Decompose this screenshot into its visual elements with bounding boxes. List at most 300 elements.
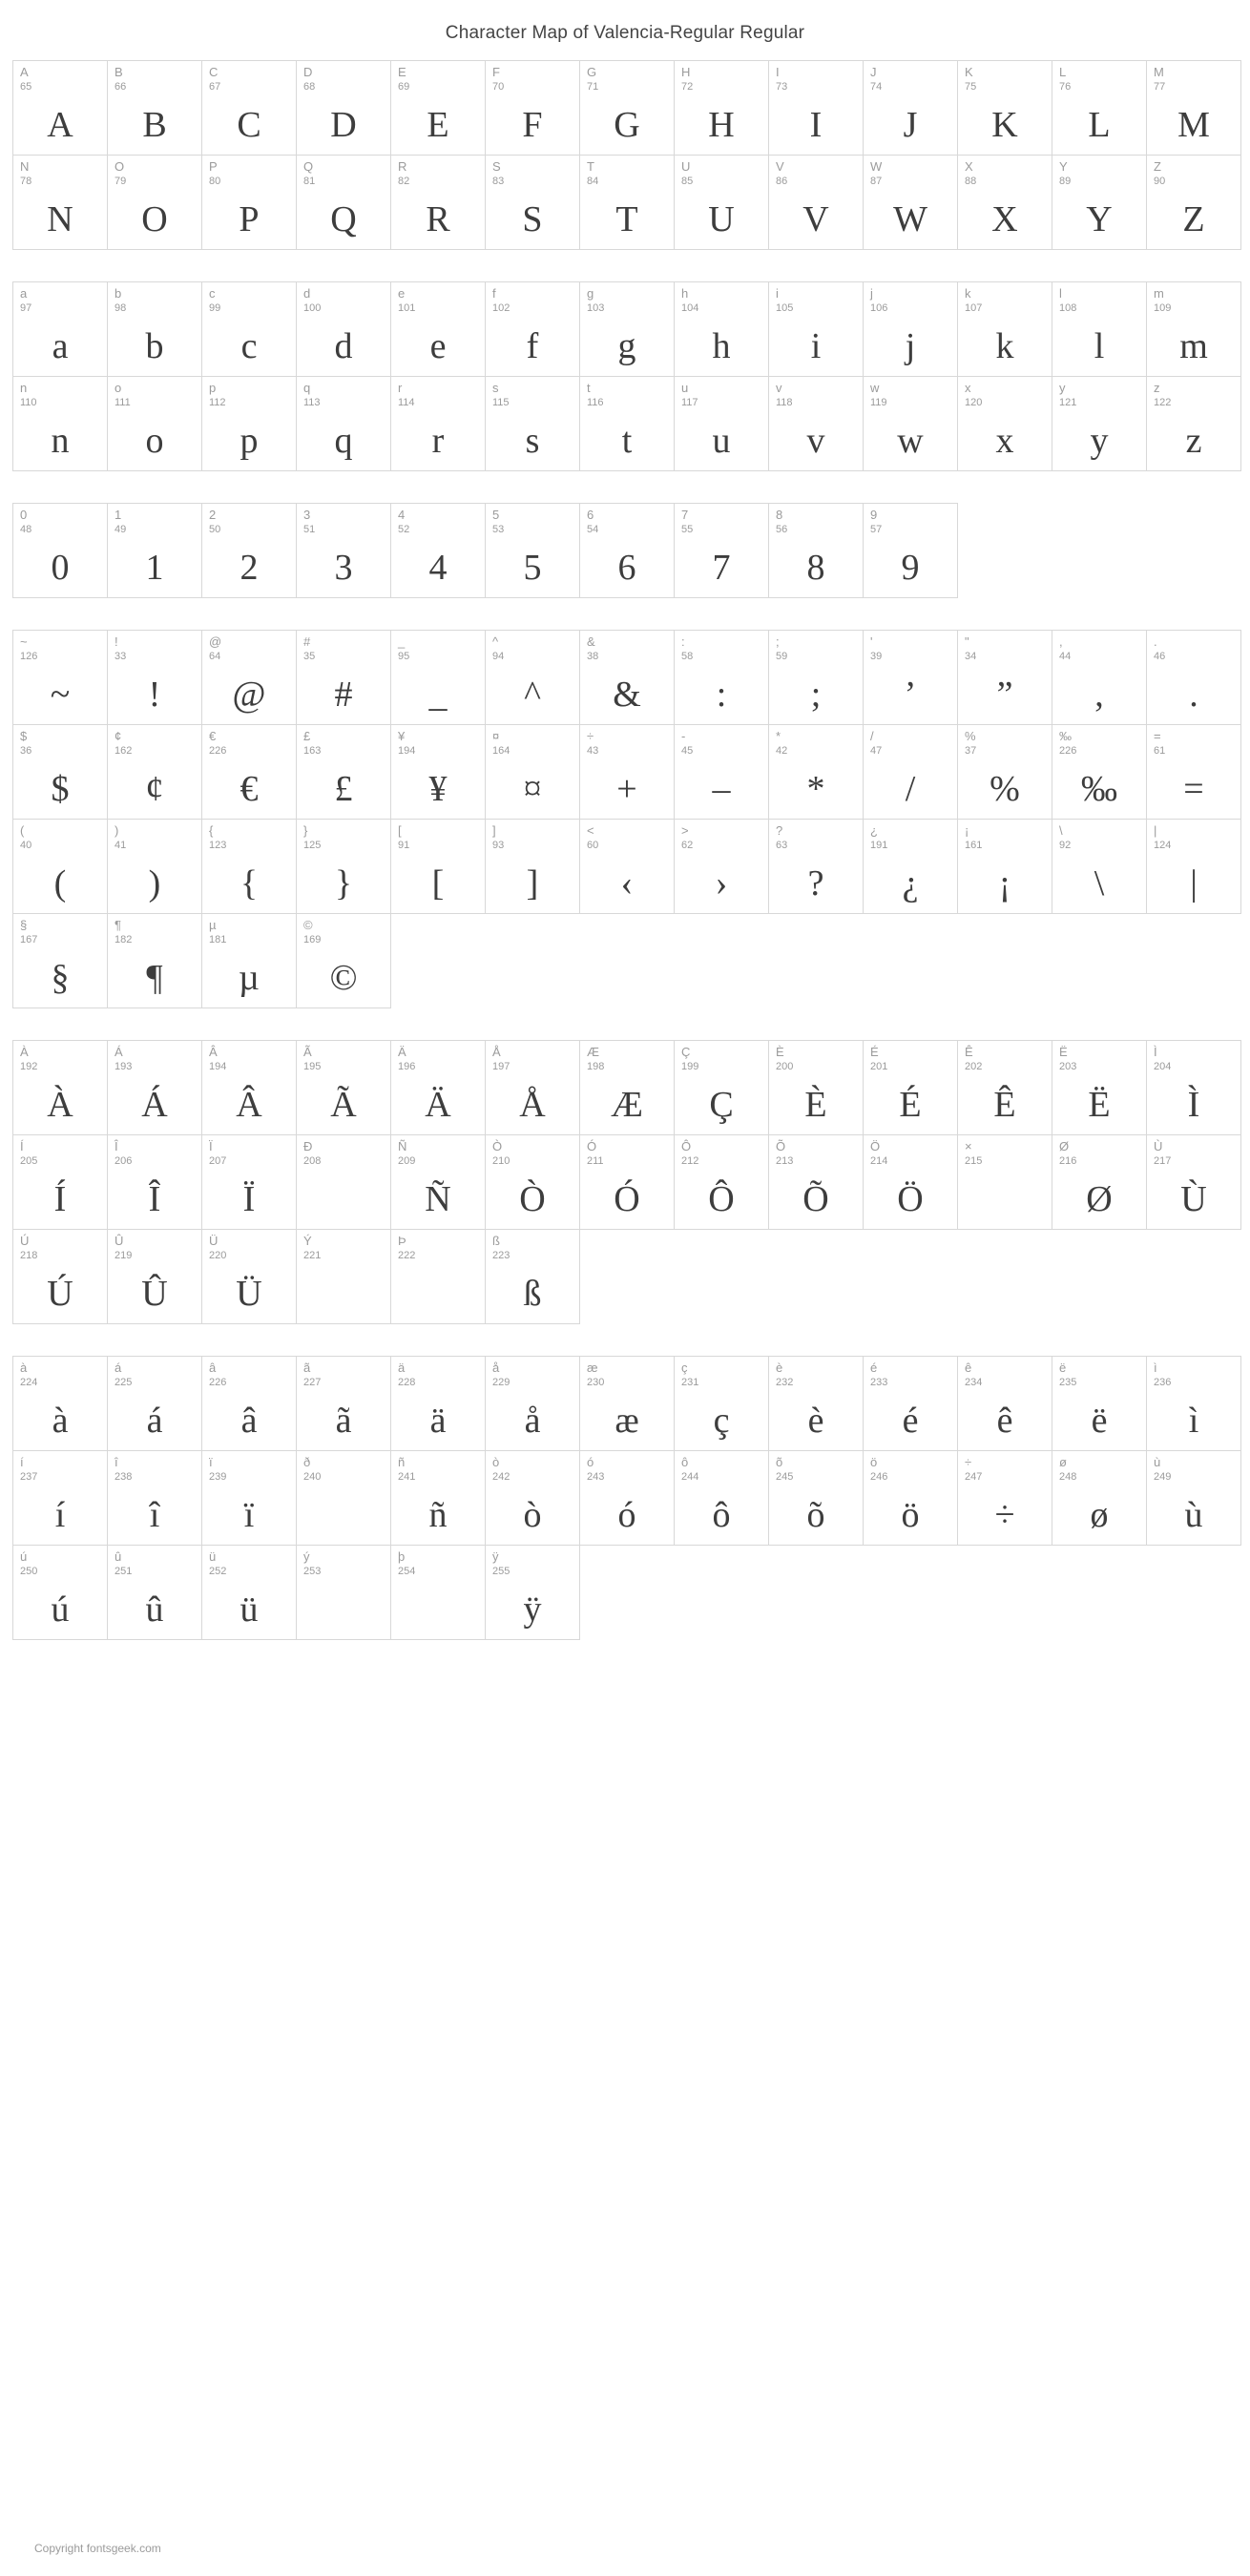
block-spacer xyxy=(0,598,1250,631)
char-label: { xyxy=(209,823,214,838)
char-cell[interactable] xyxy=(768,60,864,156)
char-cell[interactable] xyxy=(485,724,580,820)
char-code: 89 xyxy=(1059,176,1072,187)
char-label: é xyxy=(870,1361,878,1375)
char-cell[interactable] xyxy=(12,503,108,598)
char-glyph: Y xyxy=(1086,199,1113,239)
char-glyph: ” xyxy=(996,675,1013,715)
char-label: à xyxy=(20,1361,28,1375)
char-glyph: S xyxy=(522,199,543,239)
char-code: 103 xyxy=(587,302,605,314)
char-cell[interactable] xyxy=(957,155,1052,250)
char-label: ð xyxy=(303,1455,311,1469)
char-cell[interactable] xyxy=(296,1450,391,1546)
char-cell[interactable] xyxy=(201,1134,297,1230)
char-label: ¿ xyxy=(870,823,878,838)
char-code: 182 xyxy=(115,934,133,945)
char-code: 197 xyxy=(492,1061,510,1072)
char-cell[interactable] xyxy=(1052,819,1147,914)
char-cell[interactable] xyxy=(390,155,486,250)
char-cell[interactable] xyxy=(12,630,108,725)
char-cell[interactable] xyxy=(12,1450,108,1546)
char-code: 55 xyxy=(681,524,694,535)
char-code: 201 xyxy=(870,1061,888,1072)
char-label: Ï xyxy=(209,1139,213,1153)
char-cell[interactable] xyxy=(107,1134,202,1230)
char-cell[interactable] xyxy=(674,1450,769,1546)
char-cell[interactable] xyxy=(107,376,202,471)
char-cell[interactable] xyxy=(296,1134,391,1230)
char-cell[interactable] xyxy=(12,1356,108,1451)
char-cell[interactable] xyxy=(296,1545,391,1640)
char-cell[interactable] xyxy=(579,724,675,820)
char-code: 58 xyxy=(681,651,694,662)
char-cell[interactable] xyxy=(674,1356,769,1451)
char-cell[interactable] xyxy=(107,281,202,377)
char-cell[interactable] xyxy=(390,724,486,820)
char-cell[interactable] xyxy=(390,281,486,377)
char-label: U xyxy=(681,159,691,174)
char-cell[interactable] xyxy=(107,503,202,598)
char-code: 240 xyxy=(303,1471,322,1483)
char-cell[interactable] xyxy=(863,1134,958,1230)
char-cell[interactable] xyxy=(12,155,108,250)
char-row xyxy=(13,1041,1250,1135)
char-cell[interactable] xyxy=(1146,630,1241,725)
char-row xyxy=(13,504,1250,598)
char-cell[interactable] xyxy=(107,913,202,1008)
char-glyph: 2 xyxy=(240,548,259,588)
char-code: 205 xyxy=(20,1155,38,1167)
char-cell[interactable] xyxy=(390,1450,486,1546)
char-cell[interactable] xyxy=(863,155,958,250)
char-cell[interactable] xyxy=(12,376,108,471)
char-cell[interactable] xyxy=(1146,819,1241,914)
char-cell[interactable] xyxy=(863,376,958,471)
char-code: 110 xyxy=(20,397,37,408)
char-label: ã xyxy=(303,1361,311,1375)
char-row xyxy=(13,725,1250,820)
char-row xyxy=(13,914,1250,1008)
char-code: 88 xyxy=(965,176,977,187)
char-code: 161 xyxy=(965,840,983,851)
char-cell[interactable] xyxy=(579,376,675,471)
char-glyph: ê xyxy=(996,1401,1013,1441)
char-code: 209 xyxy=(398,1155,416,1167)
char-label: Õ xyxy=(776,1139,786,1153)
char-cell[interactable] xyxy=(957,1040,1052,1135)
char-cell[interactable] xyxy=(768,376,864,471)
char-label: u xyxy=(681,381,689,395)
char-glyph: E xyxy=(427,105,449,145)
char-code: 208 xyxy=(303,1155,322,1167)
char-cell[interactable] xyxy=(768,155,864,250)
char-label: % xyxy=(965,729,976,743)
char-glyph: £ xyxy=(334,769,353,809)
char-code: 33 xyxy=(115,651,127,662)
char-glyph: R xyxy=(426,199,450,239)
char-code: 219 xyxy=(115,1250,133,1261)
char-cell[interactable] xyxy=(390,1134,486,1230)
char-cell[interactable] xyxy=(296,819,391,914)
char-glyph: m xyxy=(1179,326,1208,366)
char-cell[interactable] xyxy=(1146,281,1241,377)
char-cell[interactable] xyxy=(201,724,297,820)
char-code: 226 xyxy=(209,745,227,757)
char-code: 52 xyxy=(398,524,410,535)
char-cell[interactable] xyxy=(296,913,391,1008)
char-cell[interactable] xyxy=(485,1450,580,1546)
char-cell[interactable] xyxy=(1052,281,1147,377)
char-cell[interactable] xyxy=(296,630,391,725)
char-cell[interactable] xyxy=(768,1356,864,1451)
char-code: 231 xyxy=(681,1377,699,1388)
char-code: 71 xyxy=(587,81,599,93)
char-cell[interactable] xyxy=(296,724,391,820)
char-cell[interactable] xyxy=(579,60,675,156)
char-cell[interactable] xyxy=(957,1450,1052,1546)
char-cell[interactable] xyxy=(485,1545,580,1640)
char-cell[interactable] xyxy=(1052,1040,1147,1135)
char-label: Í xyxy=(20,1139,24,1153)
char-cell[interactable] xyxy=(201,60,297,156)
char-label: _ xyxy=(398,634,406,649)
char-cell[interactable] xyxy=(107,1545,202,1640)
char-cell[interactable] xyxy=(296,376,391,471)
char-label: [ xyxy=(398,823,402,838)
char-glyph: õ xyxy=(806,1495,825,1535)
char-code: 193 xyxy=(115,1061,133,1072)
char-cell[interactable] xyxy=(201,819,297,914)
char-label: ¡ xyxy=(965,823,969,838)
char-code: 47 xyxy=(870,745,883,757)
char-code: 74 xyxy=(870,81,883,93)
char-label: Ú xyxy=(20,1234,30,1248)
char-code: 254 xyxy=(398,1566,416,1577)
char-cell[interactable] xyxy=(957,819,1052,914)
char-cell[interactable] xyxy=(296,1040,391,1135)
char-label: Å xyxy=(492,1045,501,1059)
char-cell[interactable] xyxy=(390,1545,486,1640)
char-code: 40 xyxy=(20,840,32,851)
char-glyph: { xyxy=(240,863,259,904)
char-glyph: / xyxy=(905,769,916,809)
char-label: ‰ xyxy=(1059,729,1072,743)
char-code: 222 xyxy=(398,1250,416,1261)
char-cell[interactable] xyxy=(957,630,1052,725)
char-cell[interactable] xyxy=(485,503,580,598)
char-cell[interactable] xyxy=(296,60,391,156)
char-code: 213 xyxy=(776,1155,794,1167)
char-label: > xyxy=(681,823,689,838)
char-cell[interactable] xyxy=(485,155,580,250)
char-cell[interactable] xyxy=(863,630,958,725)
char-cell[interactable] xyxy=(957,376,1052,471)
char-label: m xyxy=(1154,286,1164,301)
char-cell[interactable] xyxy=(1146,1040,1241,1135)
char-glyph: â xyxy=(240,1401,258,1441)
char-label: Ç xyxy=(681,1045,691,1059)
char-cell[interactable] xyxy=(485,1134,580,1230)
char-label: ö xyxy=(870,1455,878,1469)
char-cell[interactable] xyxy=(390,1229,486,1324)
char-code: 51 xyxy=(303,524,316,535)
char-cell[interactable] xyxy=(296,281,391,377)
char-cell[interactable] xyxy=(1052,630,1147,725)
char-cell[interactable] xyxy=(1146,724,1241,820)
char-cell[interactable] xyxy=(12,1134,108,1230)
char-code: 46 xyxy=(1154,651,1166,662)
char-cell[interactable] xyxy=(579,819,675,914)
char-cell[interactable] xyxy=(768,503,864,598)
char-glyph: % xyxy=(990,769,1020,809)
char-cell[interactable] xyxy=(863,724,958,820)
char-code: 85 xyxy=(681,176,694,187)
char-cell[interactable] xyxy=(957,281,1052,377)
char-cell[interactable] xyxy=(201,1356,297,1451)
char-glyph: Ú xyxy=(47,1274,73,1314)
char-cell[interactable] xyxy=(296,1229,391,1324)
char-label: p xyxy=(209,381,217,395)
char-cell[interactable] xyxy=(1146,1356,1241,1451)
char-cell[interactable] xyxy=(768,1134,864,1230)
char-cell[interactable] xyxy=(674,1040,769,1135)
char-cell[interactable] xyxy=(12,1545,108,1640)
char-cell[interactable] xyxy=(107,1356,202,1451)
char-label: Z xyxy=(1154,159,1161,174)
char-cell[interactable] xyxy=(296,155,391,250)
char-cell[interactable] xyxy=(1052,376,1147,471)
char-code: 124 xyxy=(1154,840,1172,851)
char-glyph: Á xyxy=(141,1085,168,1125)
char-cell[interactable] xyxy=(863,819,958,914)
char-code: 53 xyxy=(492,524,505,535)
char-cell[interactable] xyxy=(12,1040,108,1135)
char-cell[interactable] xyxy=(201,281,297,377)
char-label: Ê xyxy=(965,1045,973,1059)
char-cell[interactable] xyxy=(863,1356,958,1451)
char-code: 38 xyxy=(587,651,599,662)
char-glyph: \ xyxy=(1094,863,1105,904)
char-cell[interactable] xyxy=(674,503,769,598)
char-cell[interactable] xyxy=(1146,1134,1241,1230)
char-cell[interactable] xyxy=(863,1040,958,1135)
char-cell[interactable] xyxy=(107,1229,202,1324)
char-cell[interactable] xyxy=(201,1545,297,1640)
char-cell[interactable] xyxy=(485,819,580,914)
char-glyph: ^ xyxy=(524,675,541,715)
char-label: o xyxy=(115,381,122,395)
char-cell[interactable] xyxy=(674,281,769,377)
char-label: ü xyxy=(209,1549,217,1564)
char-code: 247 xyxy=(965,1471,983,1483)
char-cell[interactable] xyxy=(674,724,769,820)
char-cell[interactable] xyxy=(1052,724,1147,820)
char-cell[interactable] xyxy=(1146,376,1241,471)
char-label: ) xyxy=(115,823,119,838)
char-cell[interactable] xyxy=(201,376,297,471)
char-cell[interactable] xyxy=(390,819,486,914)
char-glyph: ¢ xyxy=(145,769,164,809)
char-cell[interactable] xyxy=(1052,155,1147,250)
char-label: Û xyxy=(115,1234,124,1248)
char-cell[interactable] xyxy=(107,1450,202,1546)
char-cell[interactable] xyxy=(107,155,202,250)
char-code: 84 xyxy=(587,176,599,187)
char-cell[interactable] xyxy=(485,60,580,156)
char-code: 83 xyxy=(492,176,505,187)
char-glyph xyxy=(391,1266,485,1321)
char-cell[interactable] xyxy=(957,724,1052,820)
char-cell[interactable] xyxy=(485,1356,580,1451)
char-cell[interactable] xyxy=(107,630,202,725)
char-glyph: è xyxy=(807,1401,824,1441)
char-cell[interactable] xyxy=(390,376,486,471)
char-code: 218 xyxy=(20,1250,38,1261)
char-code: 229 xyxy=(492,1377,510,1388)
char-cell[interactable] xyxy=(674,376,769,471)
char-code: 93 xyxy=(492,840,505,851)
char-cell[interactable] xyxy=(768,819,864,914)
char-cell[interactable] xyxy=(12,913,108,1008)
char-cell[interactable] xyxy=(863,60,958,156)
char-glyph: g xyxy=(617,326,636,366)
char-cell[interactable] xyxy=(390,1356,486,1451)
char-cell[interactable] xyxy=(768,1450,864,1546)
char-cell[interactable] xyxy=(201,1040,297,1135)
char-cell[interactable] xyxy=(390,60,486,156)
char-glyph: P xyxy=(239,199,260,239)
char-glyph: ¤ xyxy=(523,769,542,809)
char-glyph: ì xyxy=(1188,1401,1199,1441)
char-cell[interactable] xyxy=(1052,1450,1147,1546)
char-label: Â xyxy=(209,1045,218,1059)
char-cell[interactable] xyxy=(107,1040,202,1135)
char-cell[interactable] xyxy=(863,1450,958,1546)
char-cell[interactable] xyxy=(579,281,675,377)
char-cell[interactable] xyxy=(1052,1356,1147,1451)
char-cell[interactable] xyxy=(12,60,108,156)
char-cell[interactable] xyxy=(957,1134,1052,1230)
char-cell[interactable] xyxy=(1052,60,1147,156)
char-cell[interactable] xyxy=(296,503,391,598)
char-glyph: Î xyxy=(148,1179,161,1219)
char-cell[interactable] xyxy=(674,60,769,156)
char-label: A xyxy=(20,65,29,79)
char-cell[interactable] xyxy=(768,724,864,820)
char-cell[interactable] xyxy=(201,1450,297,1546)
char-cell[interactable] xyxy=(201,913,297,1008)
char-cell[interactable] xyxy=(107,819,202,914)
char-code: 228 xyxy=(398,1377,416,1388)
char-cell[interactable] xyxy=(390,503,486,598)
char-cell[interactable] xyxy=(579,1356,675,1451)
char-code: 235 xyxy=(1059,1377,1077,1388)
char-code: 49 xyxy=(115,524,127,535)
char-label: k xyxy=(965,286,971,301)
char-cell[interactable] xyxy=(296,1356,391,1451)
char-cell[interactable] xyxy=(579,630,675,725)
char-cell[interactable] xyxy=(674,630,769,725)
char-label: ñ xyxy=(398,1455,406,1469)
char-code: 75 xyxy=(965,81,977,93)
char-label: ] xyxy=(492,823,496,838)
char-cell[interactable] xyxy=(674,1134,769,1230)
char-cell[interactable] xyxy=(768,1040,864,1135)
char-cell[interactable] xyxy=(957,1356,1052,1451)
char-glyph: l xyxy=(1094,326,1105,366)
char-glyph: j xyxy=(905,326,916,366)
char-label: S xyxy=(492,159,501,174)
char-glyph: û xyxy=(145,1589,164,1630)
char-glyph xyxy=(297,1266,390,1321)
char-cell[interactable] xyxy=(1146,1450,1241,1546)
char-code: 248 xyxy=(1059,1471,1077,1483)
char-glyph: ø xyxy=(1090,1495,1109,1535)
char-label: 6 xyxy=(587,508,594,522)
char-cell[interactable] xyxy=(485,1229,580,1324)
char-code: 202 xyxy=(965,1061,983,1072)
char-code: 234 xyxy=(965,1377,983,1388)
char-cell[interactable] xyxy=(768,281,864,377)
char-cell[interactable] xyxy=(485,376,580,471)
char-cell[interactable] xyxy=(12,281,108,377)
char-cell[interactable] xyxy=(1052,1134,1147,1230)
char-glyph: t xyxy=(621,421,633,461)
char-label: ! xyxy=(115,634,118,649)
char-code: 112 xyxy=(209,397,226,408)
char-cell[interactable] xyxy=(957,60,1052,156)
char-cell[interactable] xyxy=(12,819,108,914)
char-cell[interactable] xyxy=(12,724,108,820)
char-label: ó xyxy=(587,1455,594,1469)
char-cell[interactable] xyxy=(201,630,297,725)
char-cell[interactable] xyxy=(201,503,297,598)
char-cell[interactable] xyxy=(674,155,769,250)
char-glyph: Æ xyxy=(611,1085,643,1125)
char-cell[interactable] xyxy=(390,1040,486,1135)
char-cell[interactable] xyxy=(1146,60,1241,156)
char-cell[interactable] xyxy=(390,630,486,725)
char-cell[interactable] xyxy=(485,1040,580,1135)
char-cell[interactable] xyxy=(768,630,864,725)
char-cell[interactable] xyxy=(674,819,769,914)
char-cell[interactable] xyxy=(579,503,675,598)
char-cell[interactable] xyxy=(579,1450,675,1546)
char-glyph: X xyxy=(991,199,1018,239)
char-glyph: Ô xyxy=(708,1179,735,1219)
char-cell[interactable] xyxy=(485,630,580,725)
char-cell[interactable] xyxy=(579,1040,675,1135)
char-row xyxy=(13,820,1250,914)
char-cell[interactable] xyxy=(201,1229,297,1324)
char-cell[interactable] xyxy=(863,503,958,598)
char-code: 57 xyxy=(870,524,883,535)
char-cell[interactable] xyxy=(485,281,580,377)
char-glyph: ) xyxy=(148,863,161,904)
char-cell[interactable] xyxy=(12,1229,108,1324)
char-cell[interactable] xyxy=(201,155,297,250)
char-glyph: M xyxy=(1177,105,1210,145)
char-cell[interactable] xyxy=(863,281,958,377)
char-cell[interactable] xyxy=(1146,155,1241,250)
char-code: 44 xyxy=(1059,651,1072,662)
char-code: 119 xyxy=(870,397,887,408)
char-cell[interactable] xyxy=(579,155,675,250)
char-cell[interactable] xyxy=(579,1134,675,1230)
char-cell[interactable] xyxy=(107,60,202,156)
char-cell[interactable] xyxy=(107,724,202,820)
